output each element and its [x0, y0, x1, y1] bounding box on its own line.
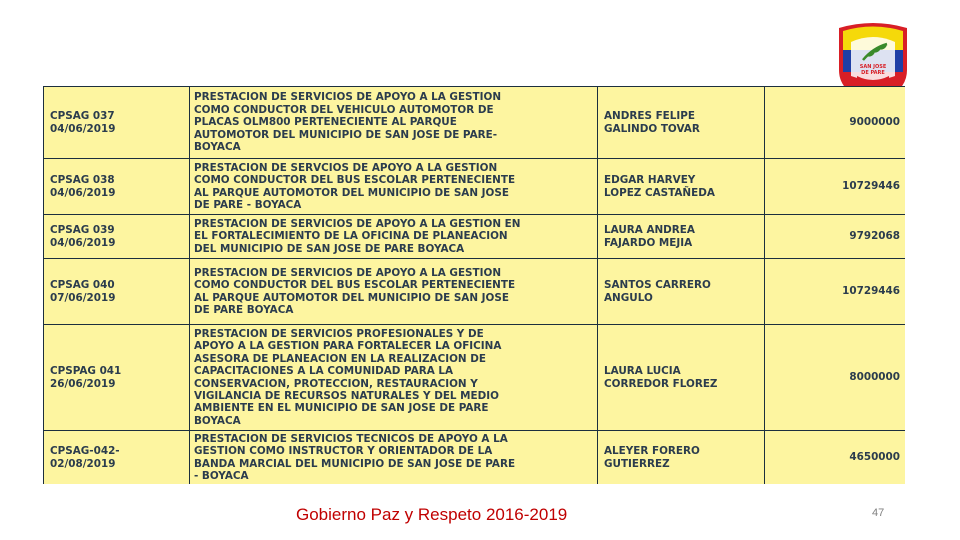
contract-description-cell-line: APOYO A LA GESTION PARA FORTALECER LA OFICINA — [194, 340, 502, 353]
contract-amount-cell: 10729446 — [765, 159, 906, 215]
svg-text:SAN JOSE: SAN JOSE — [859, 64, 887, 70]
contract-description-cell-line: DE PARE - BOYACA — [194, 198, 302, 211]
contract-description-cell-line: VIGILANCIA DE RECURSOS NATURALES Y DEL MEDIO — [194, 389, 499, 402]
table-row — [44, 431, 906, 485]
contract-description-cell-line: COMO CONDUCTOR DEL BUS ESCOLAR PERTENECIENTE — [194, 174, 516, 187]
contractor-name-cell-line: ANGULO — [604, 291, 653, 304]
contractor-name-cell-line: ANDRES FELIPE — [604, 110, 695, 123]
contract-code-cell-line: 26/06/2019 — [50, 377, 116, 390]
contract-description-cell-line: PRESTACION DE SERVICIOS TECNICOS DE APOYO A LA — [194, 432, 508, 445]
contract-description-cell-line: COMO CONDUCTOR DEL BUS ESCOLAR PERTENECIENTE — [194, 279, 516, 292]
contractor-name-cell — [598, 87, 765, 159]
contract-description-cell-line: EL FORTALECIMIENTO DE LA OFICINA DE PLANEACION — [194, 230, 508, 243]
contract-code-cell-line: CPSAG-042- — [50, 445, 120, 458]
contract-code-cell — [44, 325, 190, 431]
contractor-name-cell-line: ALEYER FORERO — [604, 445, 700, 458]
contractor-name-cell-line: EDGAR HARVEY — [604, 174, 696, 187]
table-row — [44, 259, 906, 325]
contract-description-cell-line: GESTION COMO INSTRUCTOR Y ORIENTADOR DE LA — [194, 445, 493, 458]
contractor-name-cell-line: GALINDO TOVAR — [604, 122, 700, 135]
contract-description-cell-line: PRESTACION DE SERVCIOS DE APOYO A LA GESTION — [194, 161, 498, 174]
contract-code-cell-line: 07/06/2019 — [50, 291, 116, 304]
contractor-name-cell — [598, 259, 765, 325]
table-row — [44, 325, 906, 431]
contract-description-cell-line: CONSERVACION, PROTECCION, RESTAURACION Y — [194, 377, 478, 390]
contract-code-cell — [44, 215, 190, 259]
contract-description-cell-line: AL PARQUE AUTOMOTOR DEL MUNICIPIO DE SAN JOSE — [194, 291, 509, 304]
contract-amount-cell: 10729446 — [765, 259, 906, 325]
contract-description-cell-line: AMBIENTE EN EL MUNICIPIO DE SAN JOSE DE PARE — [194, 402, 489, 415]
contract-description-cell — [190, 325, 598, 431]
contract-description-cell-line: COMO CONDUCTOR DEL VEHICULO AUTOMOTOR DE — [194, 103, 494, 116]
contract-amount-cell: 9792068 — [765, 215, 906, 259]
contract-description-cell-line: BANDA MARCIAL DEL MUNICIPIO DE SAN JOSE DE PARE — [194, 457, 516, 470]
contract-code-cell-line: CPSAG 040 — [50, 279, 115, 292]
contract-description-cell-line: - BOYACA — [194, 469, 249, 482]
page-number: 47 — [872, 507, 885, 519]
contractor-name-cell-line: LAURA LUCIA — [604, 365, 681, 378]
contracts-table — [43, 86, 905, 484]
contract-code-cell-line: CPSAG 038 — [50, 174, 115, 187]
contract-description-cell-line: PLACAS OLM800 PERTENECIENTE AL PARQUE — [194, 116, 457, 129]
contract-description-cell-line: DE PARE BOYACA — [194, 303, 294, 316]
contractor-name-cell-line: FAJARDO MEJIA — [604, 236, 693, 249]
footer-title: Gobierno Paz y Respeto 2016-2019 — [296, 505, 568, 524]
contract-description-cell-line: AUTOMOTOR DEL MUNICIPIO DE SAN JOSE DE PARE- — [194, 128, 498, 141]
contract-description-cell — [190, 215, 598, 259]
contract-description-cell-line: PRESTACION DE SERVICIOS DE APOYO A LA GESTION — [194, 266, 502, 279]
contract-code-cell-line: 02/08/2019 — [50, 457, 116, 470]
table-row — [44, 159, 906, 215]
contractor-name-cell — [598, 431, 765, 485]
contract-description-cell-line: DEL MUNICIPIO DE SAN JOSE DE PARE BOYACA — [194, 242, 465, 255]
contractor-name-cell-line: GUTIERREZ — [604, 457, 670, 470]
contract-code-cell-line: CPSPAG 041 — [50, 365, 122, 378]
contractor-name-cell-line: LAURA ANDREA — [604, 224, 695, 237]
contract-code-cell-line: CPSAG 037 — [50, 110, 115, 123]
contract-code-cell — [44, 159, 190, 215]
contractor-name-cell — [598, 159, 765, 215]
contract-description-cell-line: CAPACITACIONES A LA COMUNIDAD PARA LA — [194, 365, 454, 378]
contract-description-cell — [190, 87, 598, 159]
svg-text:DE PARE: DE PARE — [861, 70, 885, 76]
contract-code-cell-line: 04/06/2019 — [50, 186, 116, 199]
contract-code-cell — [44, 431, 190, 485]
contract-code-cell-line: CPSAG 039 — [50, 224, 115, 237]
contract-description-cell-line: PRESTACION DE SERVICIOS PROFESIONALES Y DE — [194, 327, 484, 340]
table-row — [44, 87, 906, 159]
contract-description-cell-line: AL PARQUE AUTOMOTOR DEL MUNICIPIO DE SAN JOSE — [194, 186, 509, 199]
contract-description-cell-line: PRESTACION DE SERVICIOS DE APOYO A LA GESTION EN — [194, 217, 521, 230]
contract-description-cell-line: ASESORA DE PLANEACION EN LA REALIZACION DE — [194, 352, 486, 365]
contractor-name-cell-line: SANTOS CARRERO — [604, 279, 711, 292]
contract-code-cell — [44, 87, 190, 159]
contract-code-cell-line: 04/06/2019 — [50, 236, 116, 249]
contractor-name-cell-line: CORREDOR FLOREZ — [604, 377, 718, 390]
contract-description-cell-line: BOYACA — [194, 141, 241, 154]
contract-amount-cell: 9000000 — [765, 87, 906, 159]
contract-amount-cell: 4650000 — [765, 431, 906, 485]
contract-description-cell-line: BOYACA — [194, 414, 241, 427]
contract-description-cell-line: PRESTACION DE SERVICIOS DE APOYO A LA GESTION — [194, 91, 502, 104]
contract-description-cell — [190, 159, 598, 215]
contractor-name-cell — [598, 215, 765, 259]
contract-amount-cell: 8000000 — [765, 325, 906, 431]
table-row — [44, 215, 906, 259]
contract-description-cell — [190, 431, 598, 485]
contractor-name-cell-line: LOPEZ CASTAÑEDA — [604, 186, 715, 199]
contract-code-cell-line: 04/06/2019 — [50, 122, 116, 135]
contract-description-cell — [190, 259, 598, 325]
contract-code-cell — [44, 259, 190, 325]
contractor-name-cell — [598, 325, 765, 431]
